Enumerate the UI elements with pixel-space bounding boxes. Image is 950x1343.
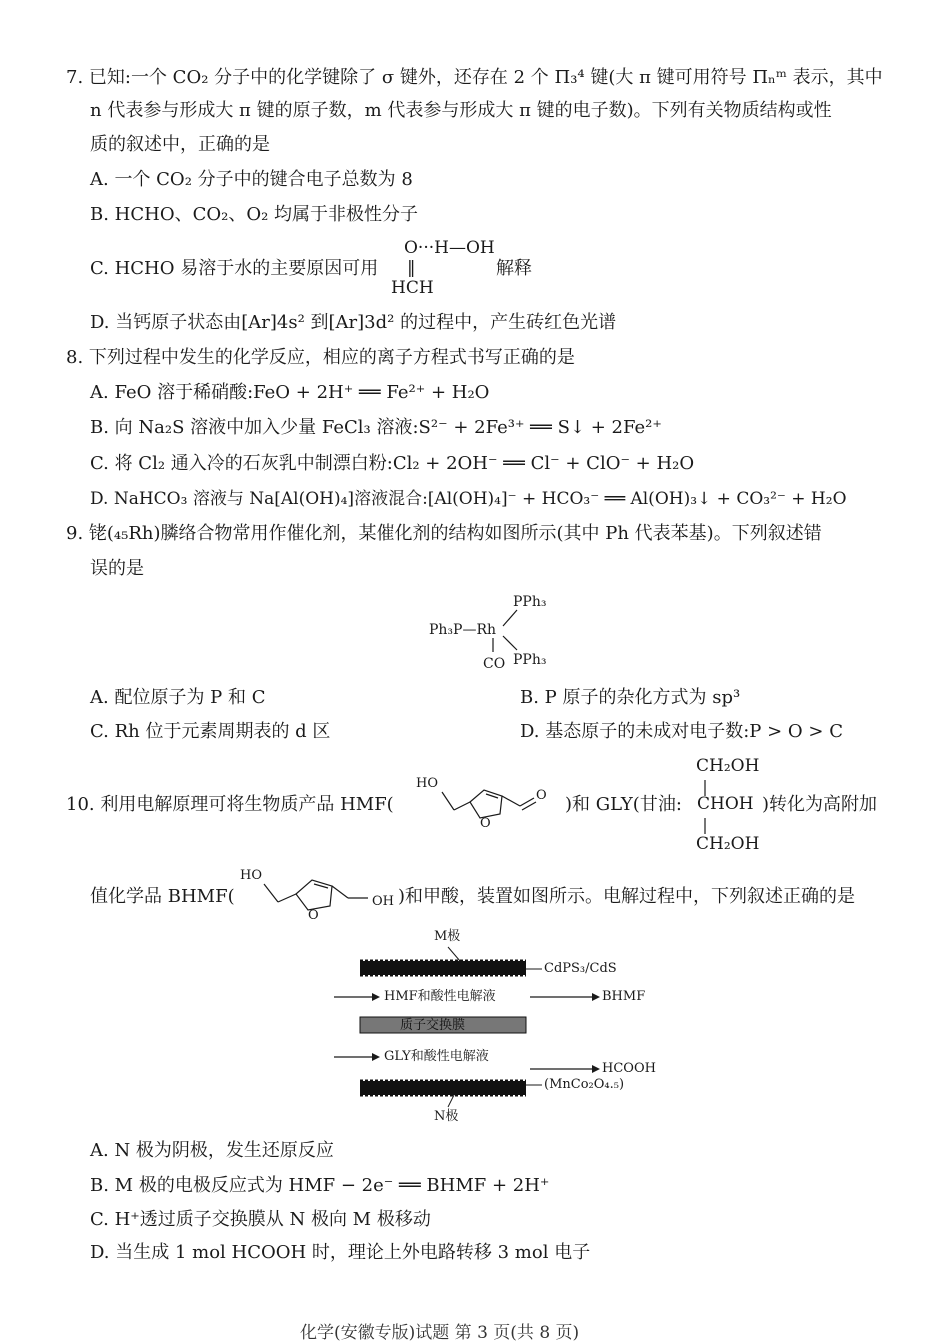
q10-stem-line1-pre: 10. 利用电解原理可将生物质产品 HMF( xyxy=(66,794,394,815)
q10-hmf-aldehyde-o: O xyxy=(536,788,547,803)
q10-option-b: B. M 极的电极反应式为 HMF − 2e⁻ ══ BHMF + 2H⁺ xyxy=(90,1175,550,1196)
q10-gly-bottom: CH₂OH xyxy=(696,834,760,854)
hcooh-outlet-label: HCOOH xyxy=(602,1061,656,1076)
q10-gly-bonds xyxy=(700,778,710,838)
q7-hbond-double-bond: ‖ xyxy=(407,258,416,278)
q9-ph3p-rh: Ph₃P—Rh xyxy=(429,622,497,638)
q10-bhmf-structure xyxy=(236,864,406,924)
q10-option-c: C. H⁺透过质子交换膜从 N 极向 M 极移动 xyxy=(90,1209,431,1230)
q7-option-c-explain: 解释 xyxy=(496,258,532,279)
n-electrode-label: N极 xyxy=(434,1109,459,1124)
q7-hbond-top: O···H—OH xyxy=(404,238,495,258)
q10-stem-line1-post: )转化为高附加 xyxy=(762,794,878,815)
q7-option-a: A. 一个 CO₂ 分子中的键合电子总数为 8 xyxy=(90,169,413,190)
q10-option-a: A. N 极为阴极，发生还原反应 xyxy=(90,1140,334,1161)
q9-pph3-top: PPh₃ xyxy=(513,594,547,610)
proton-exchange-membrane: 质子交换膜 xyxy=(400,1018,466,1033)
q8-option-c: C. 将 Cl₂ 通入冷的石灰乳中制漂白粉:Cl₂ + 2OH⁻ ══ Cl⁻ + ClO⁻ + H₂O xyxy=(90,453,695,474)
q9-option-d: D. 基态原子的未成对电子数:P > O > C xyxy=(520,721,843,742)
q8-stem: 8. 下列过程中发生的化学反应，相应的离子方程式书写正确的是 xyxy=(66,347,575,368)
m-electrode-label: M极 xyxy=(434,929,461,944)
q10-bhmf-oh: OH xyxy=(372,894,394,909)
q9-stem-line2: 误的是 xyxy=(90,558,144,579)
q10-electrolysis-diagram xyxy=(330,925,670,1130)
q9-co: CO xyxy=(483,656,506,672)
q10-stem-line1-mid: )和 GLY(甘油: xyxy=(565,794,682,815)
q7-hbond-bottom: HCH xyxy=(391,278,434,298)
q10-bhmf-ring-o: O xyxy=(308,908,319,923)
q7-stem-line3: 质的叙述中，正确的是 xyxy=(90,134,270,155)
q8-option-a: A. FeO 溶于稀硝酸:FeO + 2H⁺ ══ Fe²⁺ + H₂O xyxy=(90,382,490,403)
q7-option-b: B. HCHO、CO₂、O₂ 均属于非极性分子 xyxy=(90,204,419,225)
bhmf-outlet-label: BHMF xyxy=(602,989,646,1004)
hmf-inlet-label: HMF和酸性电解液 xyxy=(384,989,496,1004)
q7-option-c-text: C. HCHO 易溶于水的主要原因可用 xyxy=(90,258,379,279)
q10-hmf-structure xyxy=(412,772,562,832)
q10-bhmf-ho: HO xyxy=(240,868,262,883)
q8-option-d: D. NaHCO₃ 溶液与 Na[Al(OH)₄]溶液混合:[Al(OH)₄]⁻ + HCO₃⁻ ══ Al(OH)₃↓ + CO₃²⁻ + H₂O xyxy=(90,489,847,509)
q10-stem-line2-post: )和甲酸，装置如图所示。电解过程中，下列叙述正确的是 xyxy=(398,886,856,907)
q10-gly-top: CH₂OH xyxy=(696,756,760,776)
q9-option-b: B. P 原子的杂化方式为 sp³ xyxy=(520,687,741,708)
q9-stem-line1: 9. 铑(₄₅Rh)膦络合物常用作催化剂，某催化剂的结构如图所示(其中 Ph 代表苯基)。下列叙述错 xyxy=(66,523,822,544)
q10-stem-line2-pre: 值化学品 BHMF( xyxy=(90,886,235,907)
q10-hmf-ho: HO xyxy=(416,776,438,791)
q9-rh-structure xyxy=(425,590,555,675)
gly-inlet-label: GLY和酸性电解液 xyxy=(384,1049,489,1064)
q7-stem-line1: 7. 已知:一个 CO₂ 分子中的化学键除了 σ 键外，还存在 2 个 Π₃⁴ 键(大 π 键可用符号 Πₙᵐ 表示，其中 xyxy=(66,67,883,88)
page-footer: 化学(安徽专版)试题 第 3 页(共 8 页) xyxy=(300,1323,580,1343)
q7-stem-line2: n 代表参与形成大 π 键的原子数，m 代表参与形成大 π 键的电子数)。下列有关物质结构或性 xyxy=(90,100,832,121)
q9-option-a: A. 配位原子为 P 和 C xyxy=(90,687,266,708)
q9-pph3-right: PPh₃ xyxy=(513,652,547,668)
q10-option-d: D. 当生成 1 mol HCOOH 时，理论上外电路转移 3 mol 电子 xyxy=(90,1242,591,1263)
q7-option-d: D. 当钙原子状态由[Ar]4s² 到[Ar]3d² 的过程中，产生砖红色光谱 xyxy=(90,312,617,333)
mnco-catalyst-label: (MnCo₂O₄.₅) xyxy=(544,1077,625,1092)
q9-option-c: C. Rh 位于元素周期表的 d 区 xyxy=(90,721,331,742)
q8-option-b: B. 向 Na₂S 溶液中加入少量 FeCl₃ 溶液:S²⁻ + 2Fe³⁺ ══ S↓ + 2Fe²⁺ xyxy=(90,417,662,438)
q10-diagram-drawing xyxy=(330,925,670,1130)
q10-gly-mid: CHOH xyxy=(697,794,754,814)
cdps3-cds-label: CdPS₃/CdS xyxy=(544,961,617,976)
q10-hmf-ring-o: O xyxy=(480,816,491,831)
